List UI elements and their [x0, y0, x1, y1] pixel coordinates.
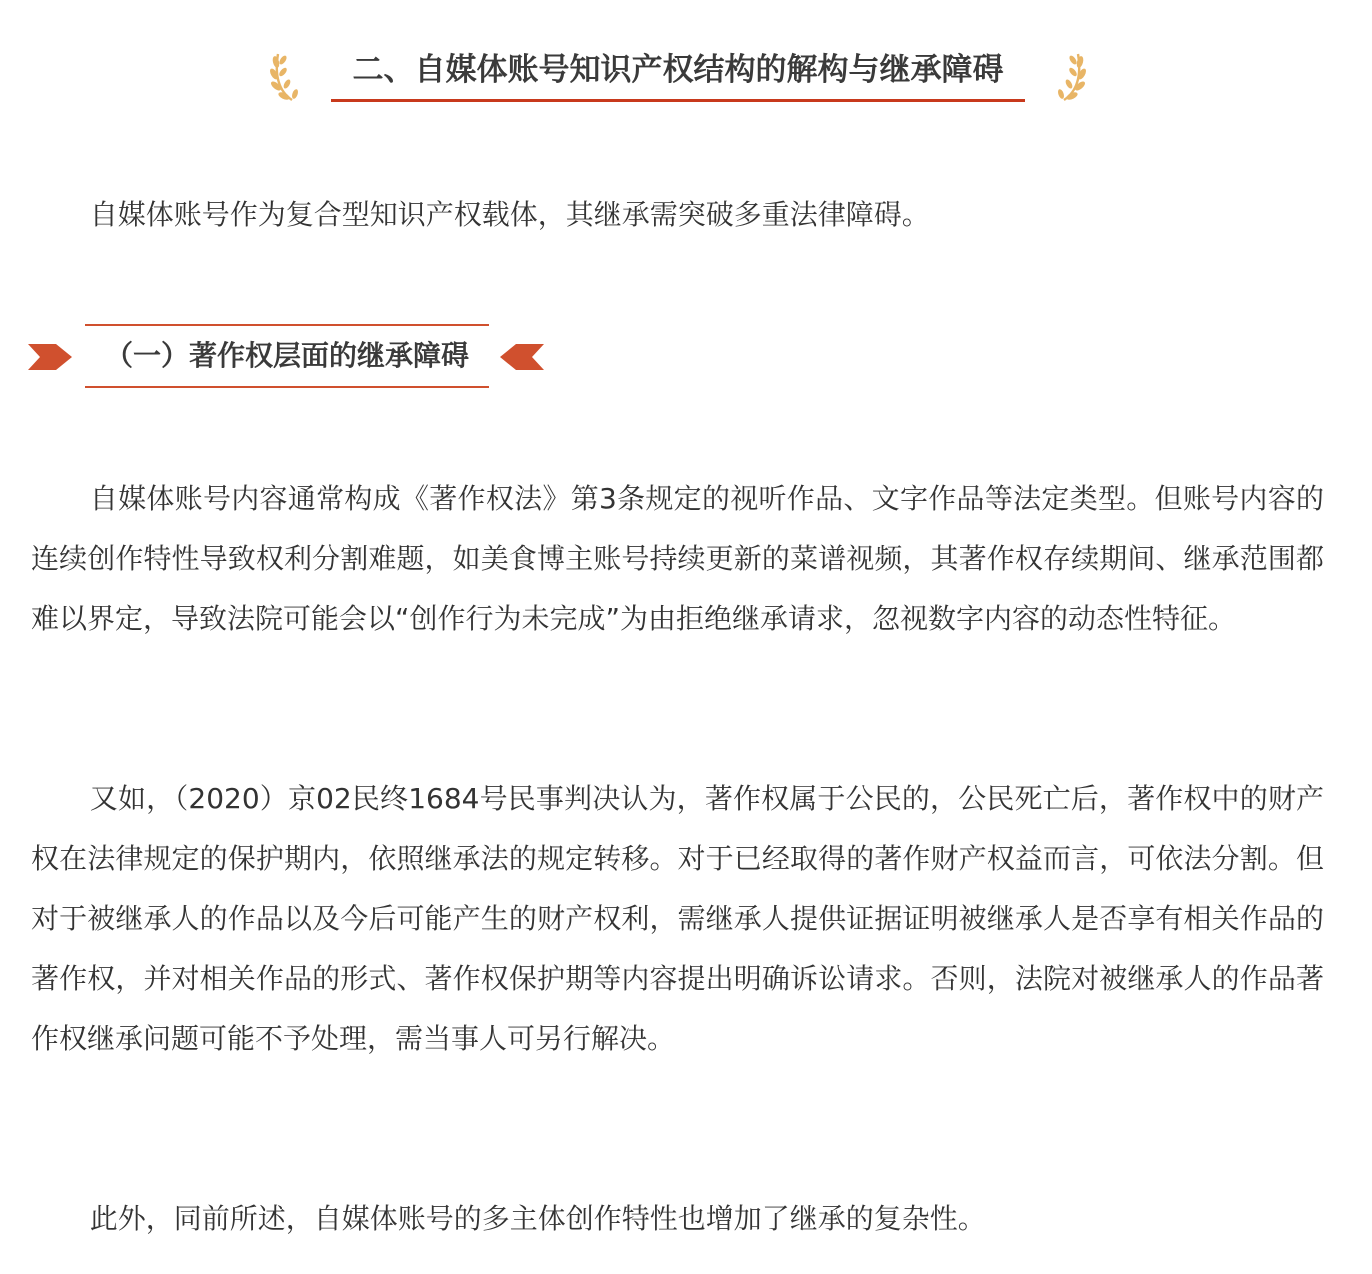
body-paragraph-1: 自媒体账号内容通常构成《著作权法》第3条规定的视听作品、文字作品等法定类型。但账号内容的连续创作特性导致权利分割难题，如美食博主账号持续更新的菜谱视频，其著作权存续期间、继承范围都难以界定，导致法院可能会以“创作行为未完成”为由拒绝继承请求，忽视数字内容的动态性特征。	[31, 482, 1324, 635]
section-title: 二、自媒体账号知识产权结构的解构与继承障碍	[331, 48, 1025, 102]
section-heading	[0, 38, 1372, 118]
body-paragraph-2: 又如，（2020）京02民终1684号民事判决认为，著作权属于公民的，公民死亡后，著作权中的财产权在法律规定的保护期内，依照继承法的规定转移。对于已经取得的著作财产权益而言，可依法分割。但对于被继承人的作品以及今后可能产生的财产权利，需继承人提供证据证明被继承人是否享有相关作品的著作权，并对相关作品的形式、著作权保护期等内容提出明确诉讼请求。否则，法院对被继承人的作品著作权继承问题可能不予处理，需当事人可另行解决。	[31, 782, 1324, 1055]
subsection-heading	[28, 324, 548, 390]
subsection-title: （一）著作权层面的继承障碍	[85, 324, 489, 388]
intro-paragraph: 自媒体账号作为复合型知识产权载体，其继承需突破多重法律障碍。	[89, 198, 930, 231]
laurel-left-icon	[266, 48, 302, 104]
body-paragraph-3: 此外，同前所述，自媒体账号的多主体创作特性也增加了继承的复杂性。	[89, 1202, 986, 1235]
laurel-right-icon	[1054, 48, 1090, 104]
chevron-left-icon	[500, 344, 544, 370]
chevron-right-icon	[28, 344, 72, 370]
